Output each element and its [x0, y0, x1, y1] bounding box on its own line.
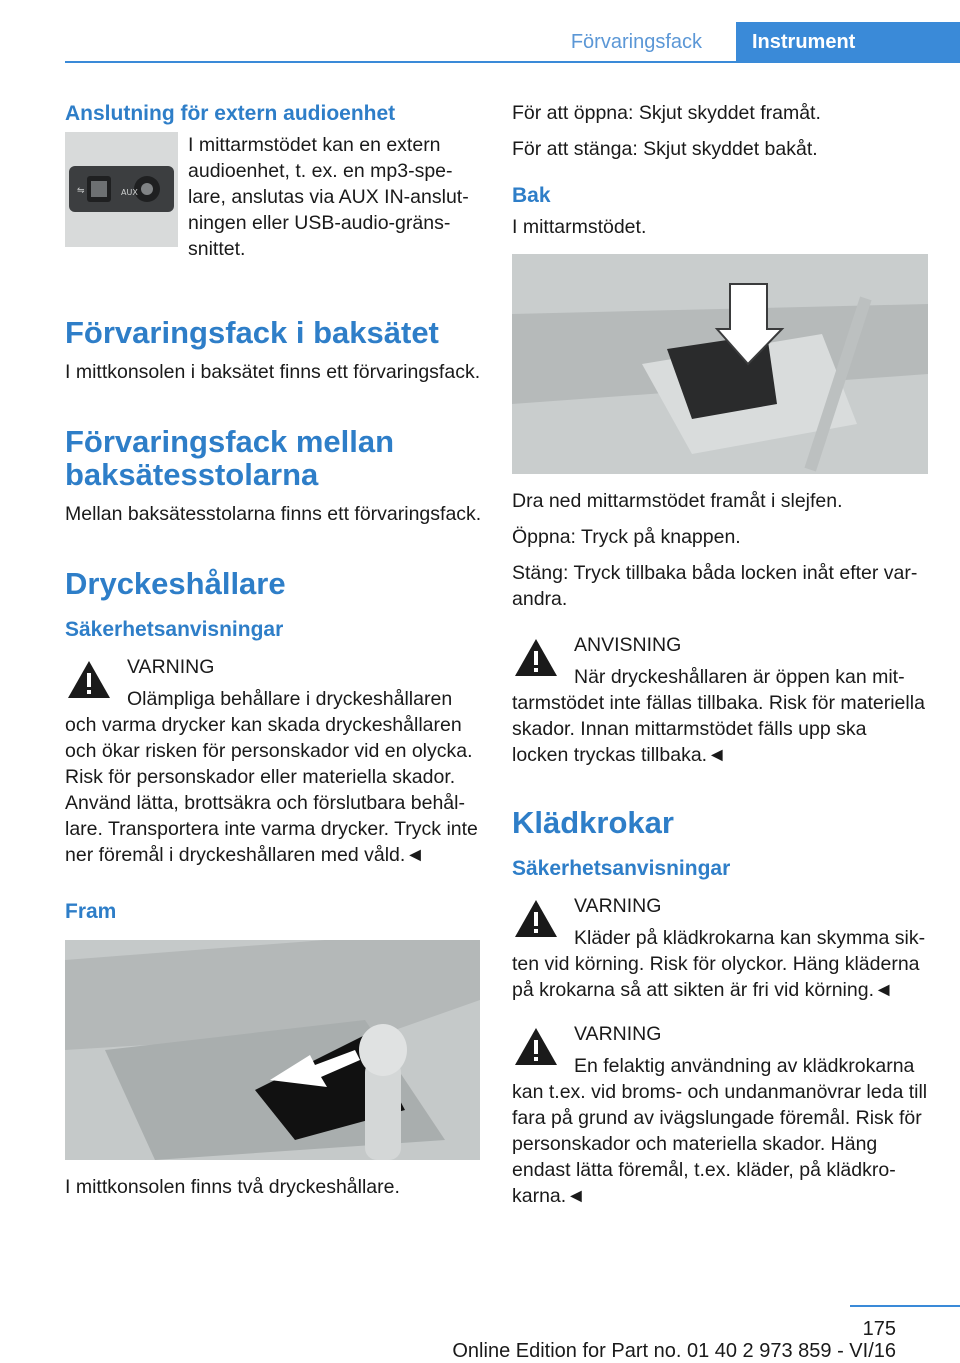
aux-heading: Anslutning för extern audioenhet — [65, 102, 396, 125]
step-3: Stäng: Tryck tillbaka båda locken inåt efter varandra. — [512, 562, 918, 610]
close-text: För att stänga: Skjut skyddet bakåt. — [512, 138, 818, 160]
aux-text: I mittarmstödet kan en extern audioenhet, t. ex. en mp3-spelare, anslutas via AUX IN-anslutningen eller USB-audio-gränssnittet. — [188, 134, 469, 260]
warning-triangle-icon — [512, 1023, 560, 1071]
footer-rule — [850, 1305, 960, 1307]
baksatet-text: I mittkonsolen i baksätet finns ett förvaringsfack. — [65, 361, 481, 383]
heading-sakerhetsanvisningar-2: Säkerhetsanvisningar — [512, 857, 731, 880]
heading-bak: Bak — [512, 184, 551, 207]
heading-sakerhetsanvisningar: Säkerhetsanvisningar — [65, 618, 284, 641]
heading-mellan: Förvaringsfack mellan baksätesstolarna — [65, 424, 395, 492]
heading-kladkrokar: Klädkrokar — [512, 805, 674, 840]
step-2: Öppna: Tryck på knappen. — [512, 526, 741, 548]
svg-text:AUX: AUX — [121, 188, 138, 197]
heading-fram: Fram — [65, 900, 117, 923]
note-text: När dryckeshållaren är öppen kan mittarmstödet inte fällas tillbaka. Risk för materiella skador. Innan mittarmstödet fälls upp ska locken tryckas tillbaka.◄ — [512, 666, 925, 766]
heading-baksatet: Förvaringsfack i baksätet — [65, 315, 439, 350]
warning-text: Kläder på klädkrokarna kan skymma sikten vid körning. Risk för olyckor. Häng kläderna på krokarna så att sikten är fri vid körning.◄ — [512, 927, 926, 1001]
heading-dryckeshallare: Dryckeshållare — [65, 566, 286, 601]
warning-label: VARNING — [127, 656, 215, 678]
warning-triangle-icon — [512, 895, 560, 943]
warning-triangle-icon — [512, 634, 560, 682]
rear-armrest-image — [512, 254, 928, 474]
step-1: Dra ned mittarmstödet framåt i slejfen. — [512, 490, 843, 512]
svg-text:⇋: ⇋ — [77, 186, 85, 196]
bak-text: I mittarmstödet. — [512, 216, 647, 238]
warning-text: Olämpliga behållare i dryckeshållaren och varma drycker kan skada dryckeshållaren och ökar risken för personskador vid en olycka. Risk för personskador eller materiella skador. Använd lätta, brottsäkra och förslutbara behållare. Transportera inte varma drycker. Tryck inte ner föremål i dryckeshållaren med våld.◄ — [65, 688, 478, 866]
warning-label: VARNING — [574, 895, 662, 917]
edition-footer: Online Edition for Part no. 01 40 2 973 859 - VI/16 — [452, 1340, 896, 1362]
page-number: 175 — [862, 1318, 896, 1340]
header-section-tab[interactable]: Förvaringsfack — [570, 31, 702, 53]
warning-block-dryck — [65, 654, 483, 868]
header-chapter-tab[interactable]: Instrument — [736, 22, 960, 62]
front-cupholder-image — [65, 940, 480, 1160]
note-label: ANVISNING — [574, 634, 682, 656]
warning-block-klad-2 — [512, 1021, 928, 1209]
aux-usb-port-image — [65, 132, 178, 247]
warning-label: VARNING — [574, 1023, 662, 1045]
mellan-text: Mellan baksätesstolarna finns ett förvaringsfack. — [65, 503, 482, 525]
left-column — [65, 100, 483, 1210]
note-block — [512, 632, 928, 768]
header-rule — [65, 61, 960, 63]
open-text: För att öppna: Skjut skyddet framåt. — [512, 102, 821, 124]
right-column — [512, 100, 928, 1215]
warning-triangle-icon — [65, 656, 113, 704]
warning-block-klad-1 — [512, 893, 928, 1003]
warning-text: En felaktig användning av klädkrokarna kan t.ex. vid broms- och undanmanövrar leda till fara på grund av ivägslungade föremål. Risk för personskador och materiella skador. Häng endast lätta föremål, t.ex. kläder, på klädkrokarna.◄ — [512, 1055, 928, 1207]
fram-caption: I mittkonsolen finns två dryckeshållare. — [65, 1176, 400, 1198]
